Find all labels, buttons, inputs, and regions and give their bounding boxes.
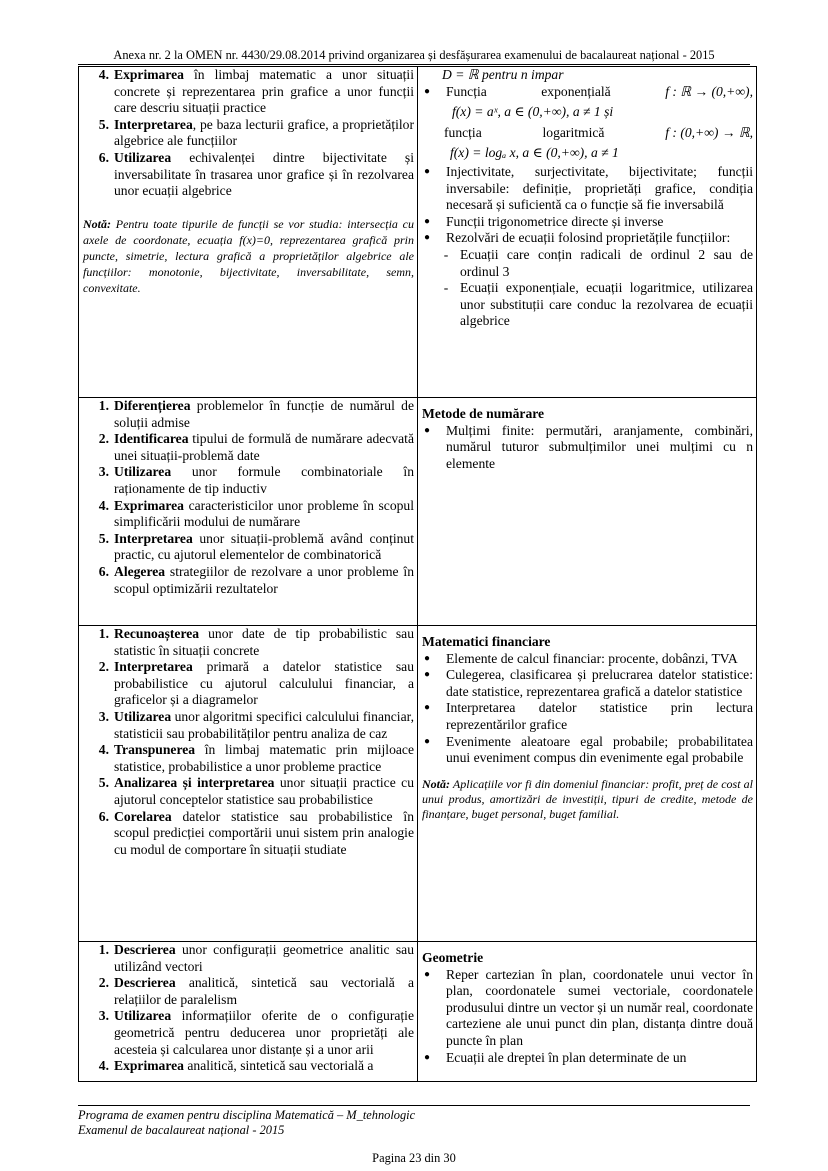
list-item: 3. Utilizarea informațiilor oferite de o configurație geometrică pentru deducerea unor proprietăți ale acesteia și calcularea unor distanțe și a unor arii	[98, 1008, 414, 1057]
contents-cell	[418, 942, 757, 1082]
competencies-cell	[79, 67, 418, 398]
list-item: - Ecuații care conțin radicali de ordinul 2 sau de ordinul 3	[443, 246, 753, 279]
footer-program-line: Programa de examen pentru disciplina Matematică – M_tehnologic	[78, 1108, 416, 1122]
list-item: 4. Exprimarea analitică, sintetică sau vectorială a	[98, 1058, 374, 1074]
section-title: Metode de numărare	[422, 406, 545, 421]
contents-cell	[418, 626, 757, 942]
list-item: 5. Interpretarea, pe baza lecturii grafice, a proprietăților algebrice ale funcțiilor	[98, 116, 414, 149]
competencies-cell	[79, 942, 418, 1082]
table-row	[79, 942, 757, 1082]
list-item: ● Funcții trigonometrice directe și inverse	[424, 213, 664, 229]
page-footer	[78, 1108, 415, 1138]
list-item: 6. Alegerea strategiilor de rezolvare a unor probleme în scopul optimizării rezultatelor	[98, 563, 414, 596]
contents-cell: D = ℝ pentru n impar ● Funcția exponențială f : ℝ → (0,+∞), f(x) = aˣ, a ∈ (0,+∞), a ≠ 1 și funcția logaritmică f : (0,+∞) → ℝ, f(x) = logₐ x, a ∈ (0,+∞), a ≠ 1 ● Injectivitate, surjectivitate, bijectivitate; funcții inversabile: definiție, proprietăți grafice, condiția necesară și suficientă ca o funcție să fie inversabilă ● Funcții trigonometrice directe și inverse ● Rezolvări de ecuații folosind proprietățile funcțiilor: - Ecuații care conțin radicali de ordinul 2 sau de ordinul 3 - Ecuații exponențiale, ecuații logaritmice, utilizarea unor substituții care conduc la rezolvarea de ecuații algebrice	[418, 67, 757, 398]
list-item: ● Elemente de calcul financiar: procente, dobânzi, TVA	[424, 650, 738, 666]
section-title: Geometrie	[422, 950, 484, 965]
footer-rule	[78, 1105, 750, 1106]
note: Notă: Aplicațiile vor fi din domeniul financiar: profit, preț de cost al unui produs, amortizări de investiții, tipuri de credite, metode de finanțare, buget personal, buget familial.	[422, 776, 753, 821]
list-item: 4. Exprimarea caracteristicilor unor probleme în scopul simplificării modului de numărare	[98, 497, 414, 530]
competency-list	[83, 67, 414, 200]
content-list	[422, 84, 753, 123]
table-row	[79, 626, 757, 942]
section-title: Matematici financiare	[422, 634, 551, 649]
table-row	[79, 398, 757, 626]
list-item: 2. Descrierea analitică, sintetică sau vectorială a relațiilor de paralelism	[98, 975, 414, 1007]
list-item: ● Injectivitate, surjectivitate, bijectivitate; funcții inversabile: definiție, proprietăți grafice, condiția necesară și suficientă ca o funcție să fie inversabilă	[424, 163, 753, 213]
list-item: ● Reper cartezian în plan, coordonatele unui vector în plan, coordonatele sumei vectoriale, coordonatele produsului dintre un vector și un număr real, coordonate carteziene ale unui punct din plan, distanța dintre două puncte în plan	[424, 966, 753, 1048]
sub-list	[422, 247, 753, 330]
list-item: 4. Transpunerea în limbaj matematic prin mijloace statistice, probabilistice a unor probleme practice	[98, 742, 414, 774]
program-table	[78, 66, 757, 1082]
list-item: ● Funcția exponențială f : ℝ → (0,+∞), f(x) = aˣ, a ∈ (0,+∞), a ≠ 1 și	[424, 83, 753, 120]
list-item: - Ecuații exponențiale, ecuații logaritmice, utilizarea unor substituții care conduc la rezolvarea de ecuații algebrice	[443, 280, 753, 329]
content-list	[422, 164, 753, 247]
list-item: ● Rezolvări de ecuații folosind proprietățile funcțiilor:	[424, 230, 731, 246]
competencies-cell	[79, 626, 418, 942]
content-list	[422, 423, 753, 473]
list-item: 2. Identificarea tipului de formulă de numărare adecvată unei situații-problemă date	[98, 431, 414, 463]
list-item: ● Ecuații ale dreptei în plan determinate de un	[424, 1049, 687, 1065]
competencies-cell	[79, 398, 418, 626]
list-item: 3. Utilizarea unor formule combinatoriale în raționamente de tip inductiv	[98, 464, 414, 496]
list-item: 1. Descrierea unor configurații geometrice analitic sau utilizând vectori	[98, 942, 414, 974]
list-item: 6. Corelarea datelor statistice sau probabilistice în scopul predicției comportării unui sistem prin analogie cu modul de comportare în situații studiate	[98, 808, 414, 857]
competency-list	[83, 398, 414, 597]
list-item: ● Interpretarea datelor statistice prin lectura reprezentărilor grafice	[424, 700, 753, 732]
list-item: ● Culegerea, clasificarea și prelucrarea datelor statistice: date statistice, reprezentarea grafică a datelor statistice	[424, 667, 753, 699]
list-item: 5. Analizarea și interpretarea unor situații practice cu ajutorul conceptelor statistice sau probabilistice	[98, 775, 415, 807]
table-row	[79, 67, 757, 398]
list-item: 1. Diferențierea problemelor în funcție de numărul de soluții admise	[98, 398, 414, 430]
list-item: 1. Recunoașterea unor date de tip probabilistic sau statistic în situații concrete	[98, 626, 414, 658]
list-item: 3. Utilizarea unor algoritmi specifici calculului financiar, statisticii sau probabilităților pentru analiza de caz	[98, 708, 414, 741]
list-item: ● Evenimente aleatoare egal probabile; probabilitatea unui eveniment compus din evenimente egal probabile	[424, 733, 753, 766]
contents-cell	[418, 398, 757, 626]
note: Notă: Pentru toate tipurile de funcții se vor studia: intersecția cu axele de coordonate, ecuația f(x)=0, reprezentarea grafică prin puncte, simetrie, lectura grafică a proprietăților algebrice ale funcțiilor: monotonie, bijectivitate, inversabilitate, semn, convexitate.	[83, 216, 414, 295]
list-item: ● Mulțimi finite: permutări, aranjamente, combinări, numărul tuturor submulțimilor unei mulțimi cu n elemente	[424, 422, 753, 471]
content-list	[422, 967, 753, 1067]
page-number: Pagina 23 din 30	[372, 1151, 456, 1165]
competency-list	[83, 626, 414, 858]
list-item: 6. Utilizarea echivalenței dintre bijectivitate și inversabilitate în trasarea unor grafice și în rezolvarea unor ecuații algebrice	[98, 149, 414, 199]
footer-exam-line: Examenul de bacalaureat național - 2015	[78, 1123, 285, 1137]
content-list	[422, 651, 753, 767]
competency-list	[83, 942, 414, 1075]
page-header: Anexa nr. 2 la OMEN nr. 4430/29.08.2014 privind organizarea și desfășurarea examenului de bacalaureat național - 2015	[113, 48, 715, 62]
list-item: 2. Interpretarea primară a datelor statistice sau probabilistice cu ajutorul calculului financiar, a graficelor și a diagramelor	[98, 659, 414, 708]
list-item: 5. Interpretarea unor situații-problemă având conținut practic, cu ajutorul elementelor de combinatorică	[98, 530, 414, 563]
list-item: 4. Exprimarea în limbaj matematic a unor situații concrete și reprezentarea prin grafice a unor funcții care descriu situații practice	[98, 67, 414, 116]
header-rule	[78, 64, 750, 65]
domain-line: D = ℝ pentru n impar	[442, 67, 564, 82]
